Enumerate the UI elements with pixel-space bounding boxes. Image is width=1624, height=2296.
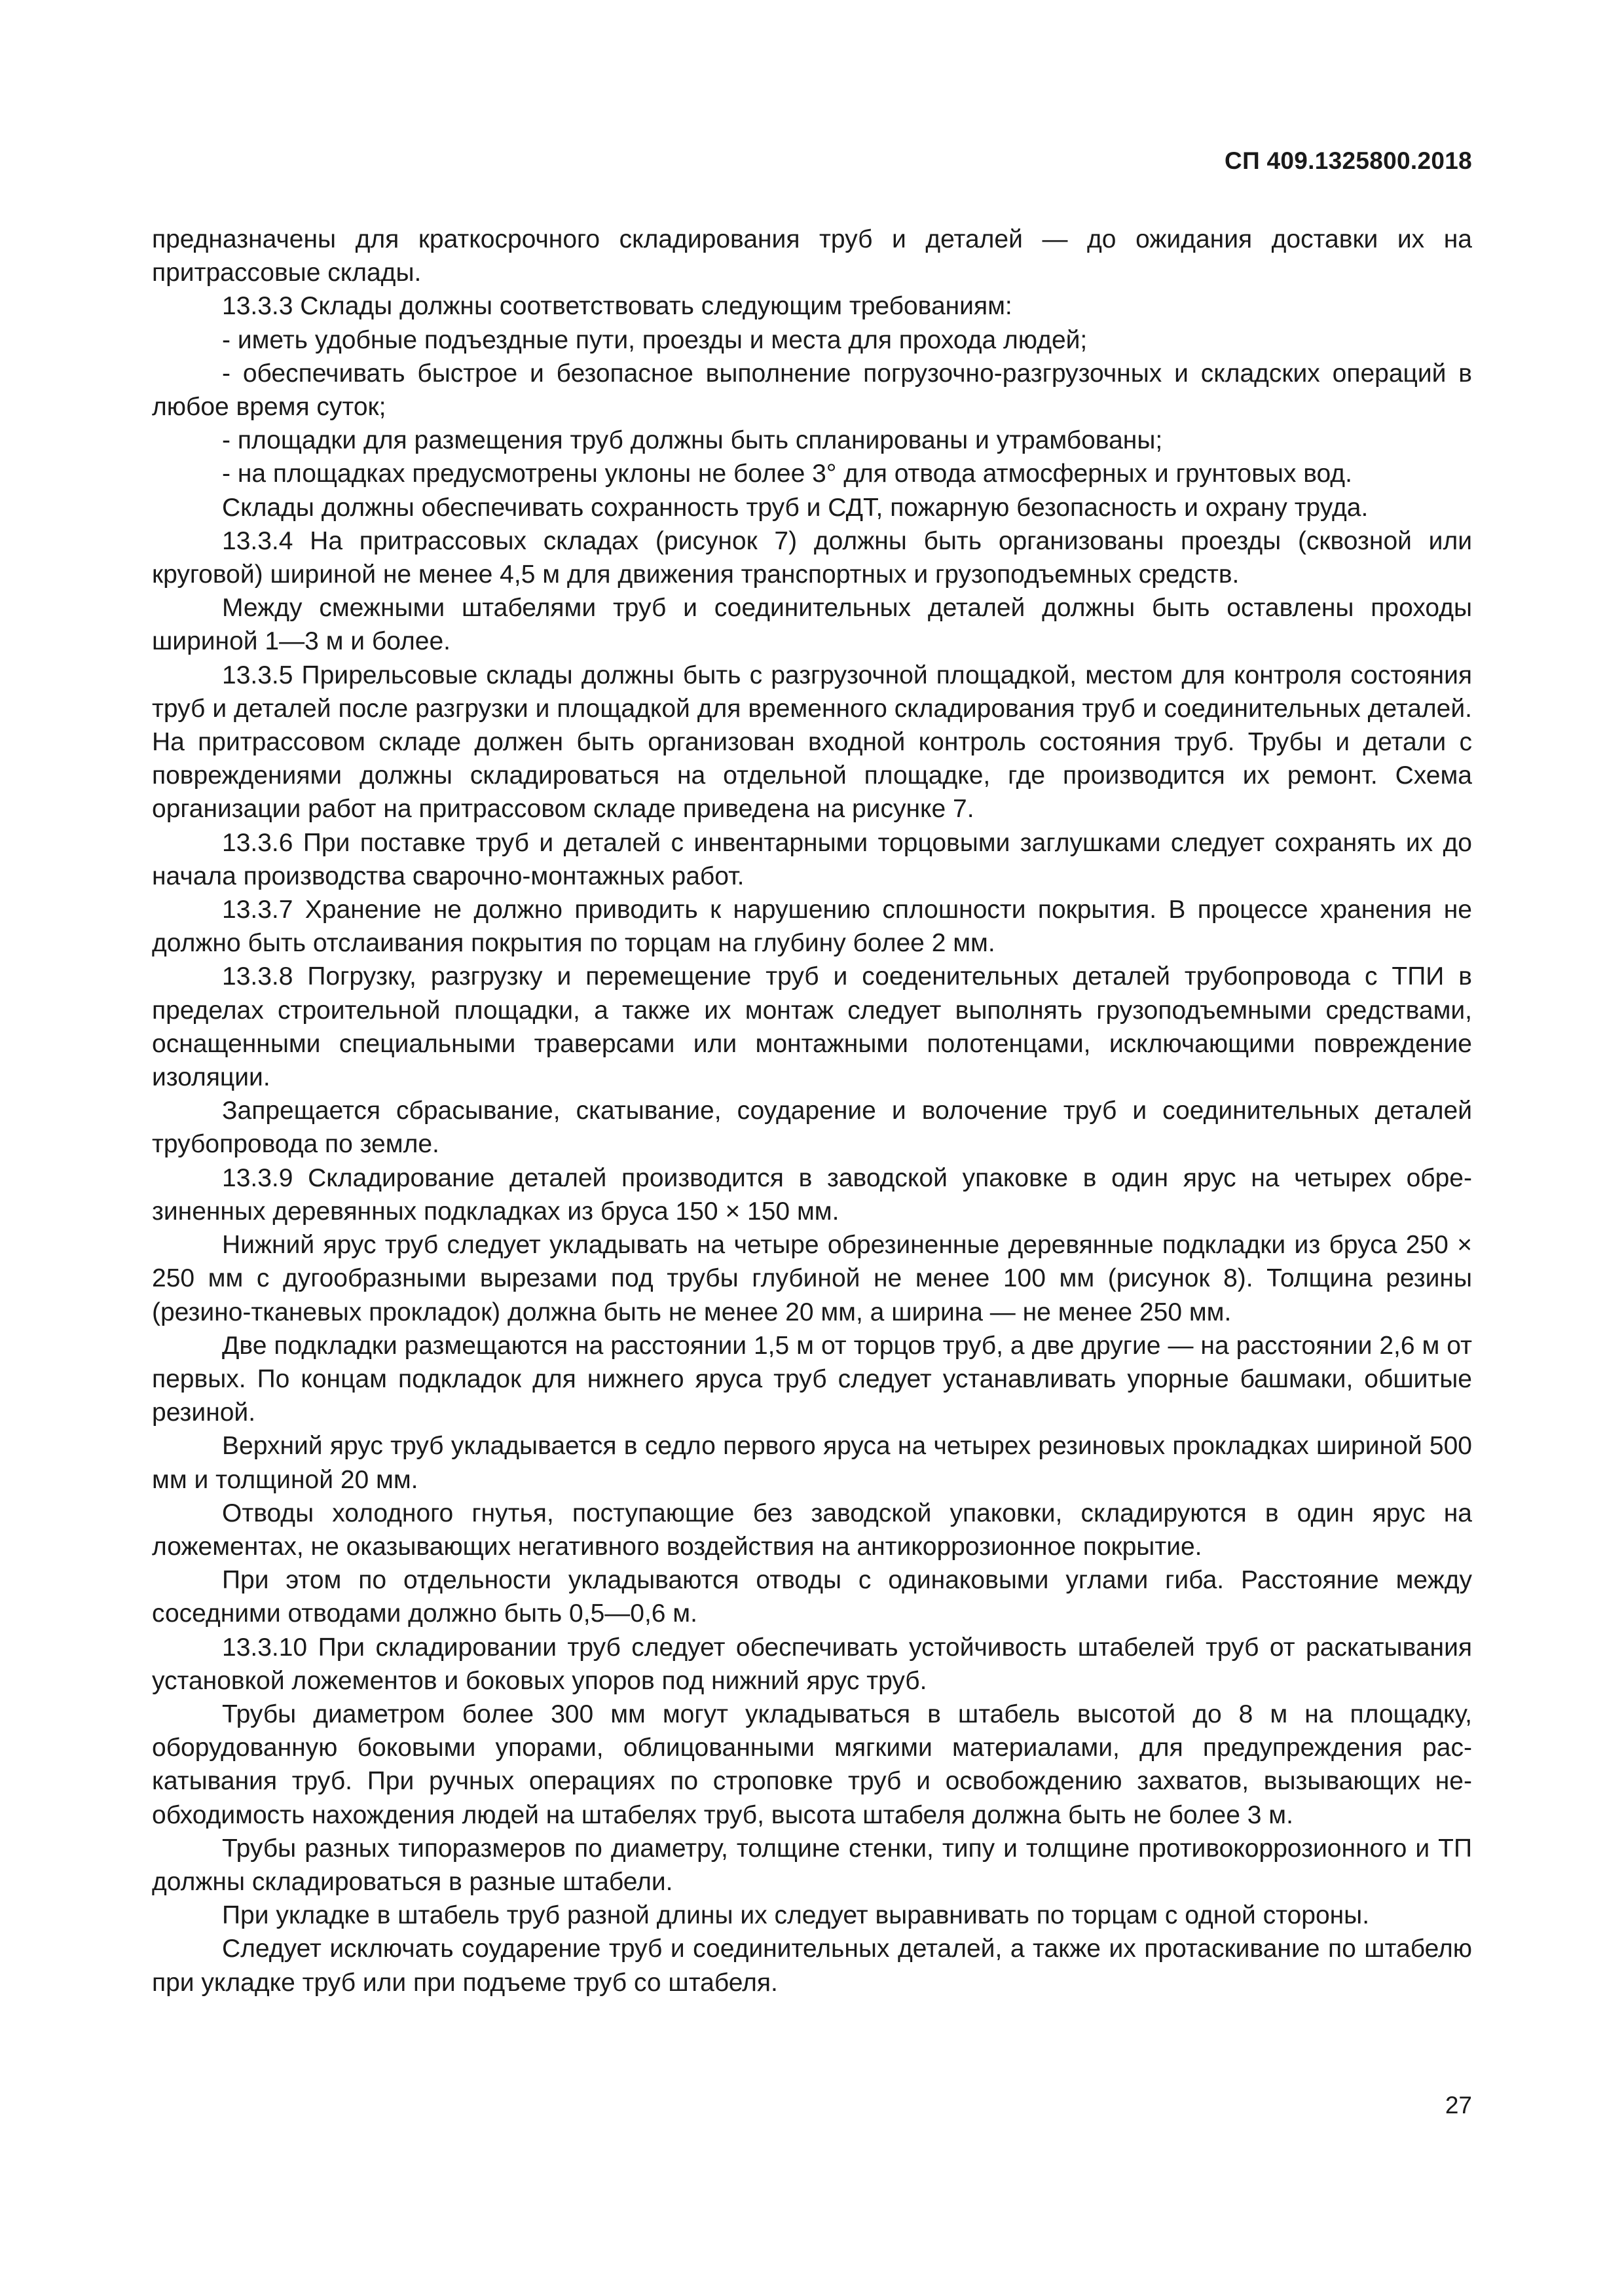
paragraph-pads-placement: Две подкладки размещаются на расстоянии 1,5 м от торцов труб, а две другие — на расстоянии 2,6 м от первых. По концам подкладок для нижнего яруса труб следует устанавливать упорные башмаки, обшитые резиной. [152, 1331, 1472, 1427]
paragraph-no-collision: Следует исключать соударение труб и соединительных деталей, а также их протаскивание по штабелю при укладке труб или при подъеме труб со штабеля. [152, 1935, 1472, 1997]
paragraph-bend-spacing: При этом по отдельности укладываются отводы с одинаковыми углами гиба. Расстояние между соседними отводами должно быть 0,5—0,6 м. [152, 1566, 1472, 1628]
list-item-roads: - иметь удобные подъездные пути, проезды и места для прохода людей; [222, 325, 1088, 354]
paragraph-passages: Между смежными штабелями труб и соединительных деталей должны быть оставлены проходы шириной 1—3 м и более. [152, 594, 1472, 656]
paragraph-13-3-8: 13.3.8 Погрузку, разгрузку и перемещение труб и соеденительных деталей трубопровода с ТПИ в пределах строительной площадки, а также их монтаж следует выполнять грузоподъемными средствами, оснащенными специальными траверсами или монтажными полотенцами, исключающими повреждение изоляции. [152, 962, 1472, 1092]
paragraph-bends: Отводы холодного гнутья, поступающие без заводской упаковки, складируются в один ярус на ложементах, не оказывающих негативного воздействия на антикоррозионное покрытие. [152, 1499, 1472, 1561]
paragraph-13-3-10: 13.3.10 При складировании труб следует обеспечивать устойчивость штабелей труб от раскатывания установкой ложементов и боковых упоров под нижний ярус труб. [152, 1633, 1472, 1695]
paragraph-13-3-6: 13.3.6 При поставке труб и деталей с инвентарными торцовыми заглушками следует сохранять их до начала производства сварочно-монтажных работ. [152, 828, 1472, 890]
body-text [152, 223, 1472, 1999]
paragraph-13-3-3: 13.3.3 Склады должны соответствовать следующим требованиям: [222, 292, 1012, 321]
paragraph-13-3-7: 13.3.7 Хранение не должно приводить к нарушению сплошности покрытия. В процессе хранения не должно быть отслаивания покрытия по торцам на глубину более 2 мм. [152, 896, 1472, 958]
paragraph-sizes: Трубы разных типоразмеров по диаметру, толщине стенки, типу и толщине противокоррозионного и ТП должны складироваться в разные штабели. [152, 1834, 1472, 1896]
paragraph-lower-tier: Нижний ярус труб следует укладывать на четыре обрезиненные деревянные подкладки из бруса 250 × 250 мм с дугообразными вырезами под трубы глубиной не менее 100 мм (рисунок 8). Толщина резины (резино-тканевых прокладок) должна быть не менее 20 мм, а ширина — не менее 250 мм. [152, 1231, 1472, 1326]
paragraph-continuation: предназначены для краткосрочного складирования труб и деталей — до ожидания доставки их на притрассовые склады. [152, 225, 1472, 287]
paragraph-13-3-4: 13.3.4 На притрассовых складах (рисунок 7) должны быть организованы проезды (сквозной или круговой) шириной не менее 4,5 м для движения транспортных и грузоподъемных средств. [152, 526, 1472, 589]
paragraph-large-diameter: Трубы диаметром более 300 мм могут укладываться в штабель высотой до 8 м на площадку, оборудованную боковыми упорами, облицованными мягкими материалами, для предупреждения раскатывания труб. При ручных операциях по строповке труб и освобождению захватов, вызывающих необходимость нахождения людей на штабелях труб, высота штабеля должна быть не более 3 м. [152, 1700, 1472, 1829]
paragraph-safety: Склады должны обеспечивать сохранность труб и СДТ, пожарную безопасность и охрану труда. [222, 493, 1369, 522]
paragraph-13-3-5: 13.3.5 Прирельсовые склады должны быть с разгрузочной площадкой, местом для контроля состояния труб и деталей после разгрузки и площадкой для временного складирования труб и соединительных деталей. На притрассовом складе должен быть организован входной контроль состояния труб. Трубы и детали с повреждениями должны складироваться на отдельной площадке, где производится их ремонт. Схема организации работ на притрассовом складе приведена на рисунке 7. [152, 661, 1472, 824]
page-number: 27 [1445, 2092, 1472, 2119]
paragraph-13-3-9: 13.3.9 Складирование деталей производится в заводской упаковке в один ярус на четырех обрезиненных деревянных подкладках из бруса 150 × 150 мм. [152, 1163, 1472, 1226]
paragraph-alignment: При укладке в штабель труб разной длины их следует выравнивать по торцам с одной стороны. [222, 1901, 1370, 1930]
list-item-platforms: - площадки для размещения труб должны быть спланированы и утрамбованы; [222, 426, 1163, 455]
document-code: СП 409.1325800.2018 [1225, 147, 1472, 174]
paragraph-upper-tier: Верхний ярус труб укладывается в седло первого яруса на четырех резиновых прокладках шириной 500 мм и толщиной 20 мм. [152, 1432, 1472, 1494]
list-item-operations: - обеспечивать быстрое и безопасное выполнение погрузочно-разгрузочных и складских операций в любое время суток; [152, 359, 1472, 422]
list-item-slopes: - на площадках предусмотрены уклоны не более 3° для отвода атмосферных и грунтовых вод. [222, 460, 1352, 488]
paragraph-prohibition: Запрещается сбрасывание, скатывание, соударение и волочение труб и соединительных деталей трубопровода по земле. [152, 1097, 1472, 1159]
